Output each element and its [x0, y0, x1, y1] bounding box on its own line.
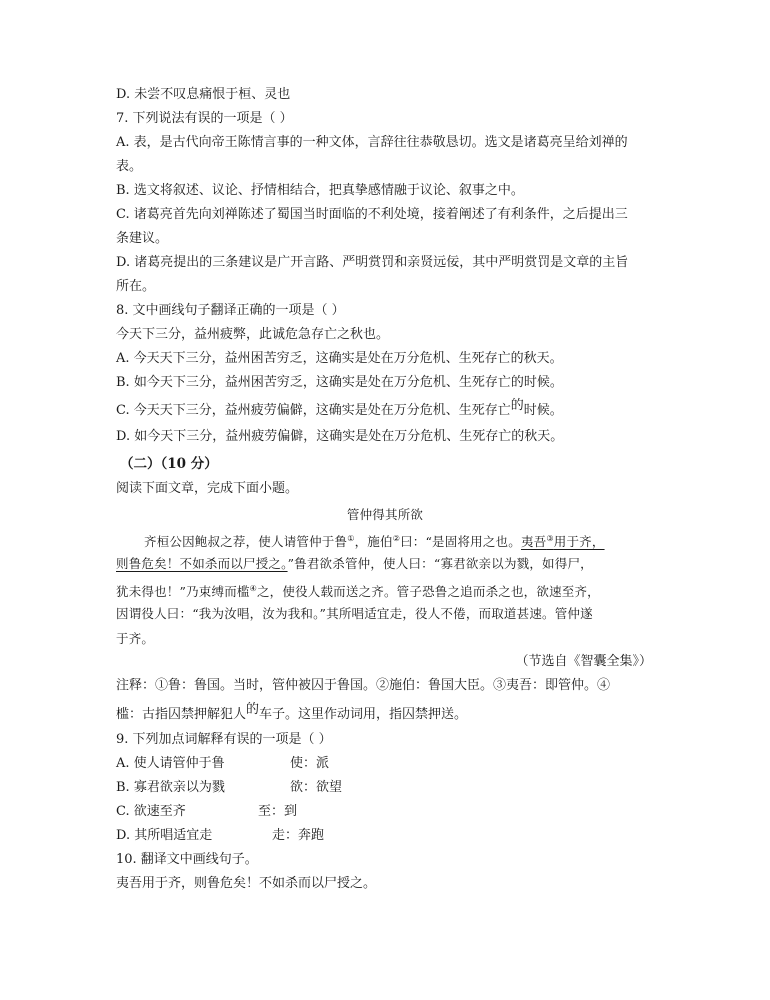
q7-option-d-line1: D. 诸葛亮提出的三条建议是广开言路、严明赏罚和亲贤远佞，其中严明赏罚是文章的主旨 — [116, 255, 629, 270]
section2-heading: （二）（10 分） — [120, 456, 218, 472]
q8-sentence: 今天下三分，益州疲弊，此诚危急存亡之秋也。 — [116, 327, 390, 342]
passage-text: 曰：“是固将用之也。 — [400, 534, 521, 550]
passage-text: ，施伯 — [354, 534, 393, 550]
passage-line2 — [116, 555, 593, 573]
q9-option-b — [116, 779, 342, 797]
passage-line3 — [116, 580, 600, 601]
q7-stem: 7. 下列说法有误的一项是（ ） — [116, 111, 293, 126]
q9-option-a-explanation: 使：派 — [290, 756, 330, 771]
underlined-sentence — [521, 534, 605, 549]
notes-text: 车子。这里作动词用，指囚禁押送。 — [259, 707, 468, 722]
footnote-mark: ④ — [249, 584, 257, 593]
q8-option-c-text: C. 今天天下三分，益州疲劳偏僻，这确实是处在万分危机、生死存亡 — [116, 403, 511, 418]
q8-option-c-raised: 的 — [510, 398, 524, 413]
q9-option-d-sentence: D. 其所唱适宜走 — [116, 828, 213, 843]
q7-option-b: B. 选文将叙述、议论、抒情相结合，把真挚感情融于议论、叙事之中。 — [116, 183, 524, 198]
q9-option-a-sentence: A. 使人请管仲于鲁 — [116, 756, 225, 771]
passage-title: 管仲得其所欲 — [346, 507, 424, 522]
underlined-sentence: 则鲁危矣！不如杀而以尸授之。 — [116, 556, 288, 571]
footnote-mark: ③ — [546, 534, 554, 543]
q9-option-b-explanation: 欲：欲望 — [290, 780, 343, 795]
passage-source: （节选自《智囊全集》） — [515, 654, 652, 669]
q9-option-b-sentence: B. 寡君欲亲以为戮 — [116, 780, 225, 795]
q7-option-c-line2: 条建议。 — [116, 231, 169, 246]
footnote-mark: ① — [347, 534, 355, 543]
passage-text: 之，使役人载而送之齐。管子恐鲁之追而杀之也，欲速至齐， — [256, 584, 600, 600]
q7-option-a-line1: A. 表，是古代向帝王陈情言事的一种文体，言辞往往恭敬恳切。选文是诸葛亮呈给刘禅的 — [116, 135, 628, 150]
q9-option-a — [116, 755, 329, 773]
q9-option-d — [116, 827, 324, 845]
passage-text: ”鲁君欲杀管仲，使人曰：“寡君欲亲以为戮，如得尸， — [287, 556, 593, 571]
passage-line4: 因谓役人曰：“我为汝唱，汝为我和。”其所唱适宜走，役人不倦，而取道甚速。管仲遂 — [116, 606, 593, 621]
q7-option-d-line2: 所在。 — [116, 279, 156, 294]
q9-option-c-sentence: C. 欲速至齐 — [116, 804, 186, 819]
q8-option-c-tail: 时候。 — [523, 403, 563, 418]
q9-option-c-explanation: 至：到 — [258, 804, 298, 819]
passage-line5: 于齐。 — [116, 631, 155, 646]
notes-text: 槛：古指囚禁押解犯人 — [116, 707, 247, 722]
section2-instruction: 阅读下面文章，完成下面小题。 — [116, 481, 299, 496]
q8-option-a: A. 今天天下三分，益州困苦穷乏，这确实是处在万分危机、生死存亡的秋天。 — [116, 351, 563, 366]
footnote-mark: ② — [392, 534, 401, 543]
notes-line2 — [116, 702, 468, 724]
q8-option-d: D. 如今天下三分，益州疲劳偏僻，这确实是处在万分危机、生死存亡的秋天。 — [116, 429, 564, 444]
q7-option-a-line2: 表。 — [116, 159, 143, 174]
q10-sentence: 夷吾用于齐，则鲁危矣！不如杀而以尸授之。 — [116, 876, 377, 891]
passage-text: 夷吾 — [520, 534, 547, 550]
q9-stem: 9. 下列加点词解释有误的一项是（ ） — [116, 732, 332, 747]
passage-text: 犹未得也！”乃束缚而槛 — [116, 584, 250, 600]
q9-option-d-explanation: 走：奔跑 — [272, 828, 325, 843]
passage-text: 用于齐， — [553, 534, 605, 550]
q7-option-c-line1: C. 诸葛亮首先向刘禅陈述了蜀国当时面临的不利处境，接着阐述了有利条件，之后提出三 — [116, 207, 628, 222]
notes-line1: 注释：①鲁：鲁国。当时，管仲被囚于鲁国。②施伯：鲁国大臣。③夷吾：即管仲。④ — [116, 678, 611, 693]
passage-text: 齐桓公因鲍叔之荐，使人请管仲于鲁 — [144, 534, 348, 550]
q9-option-c — [116, 803, 297, 821]
q10-stem: 10. 翻译文中画线句子。 — [116, 852, 258, 867]
passage-line1 — [144, 530, 605, 551]
q6-option-d: D. 未尝不叹息痛恨于桓、灵也 — [116, 87, 291, 102]
q8-option-b: B. 如今天下三分，益州困苦穷乏，这确实是处在万分危机、生死存亡的时候。 — [116, 375, 563, 390]
q8-stem: 8. 文中画线句子翻译正确的一项是（ ） — [116, 303, 345, 318]
notes-raised-char: 的 — [246, 702, 260, 717]
q8-option-c — [116, 398, 563, 420]
